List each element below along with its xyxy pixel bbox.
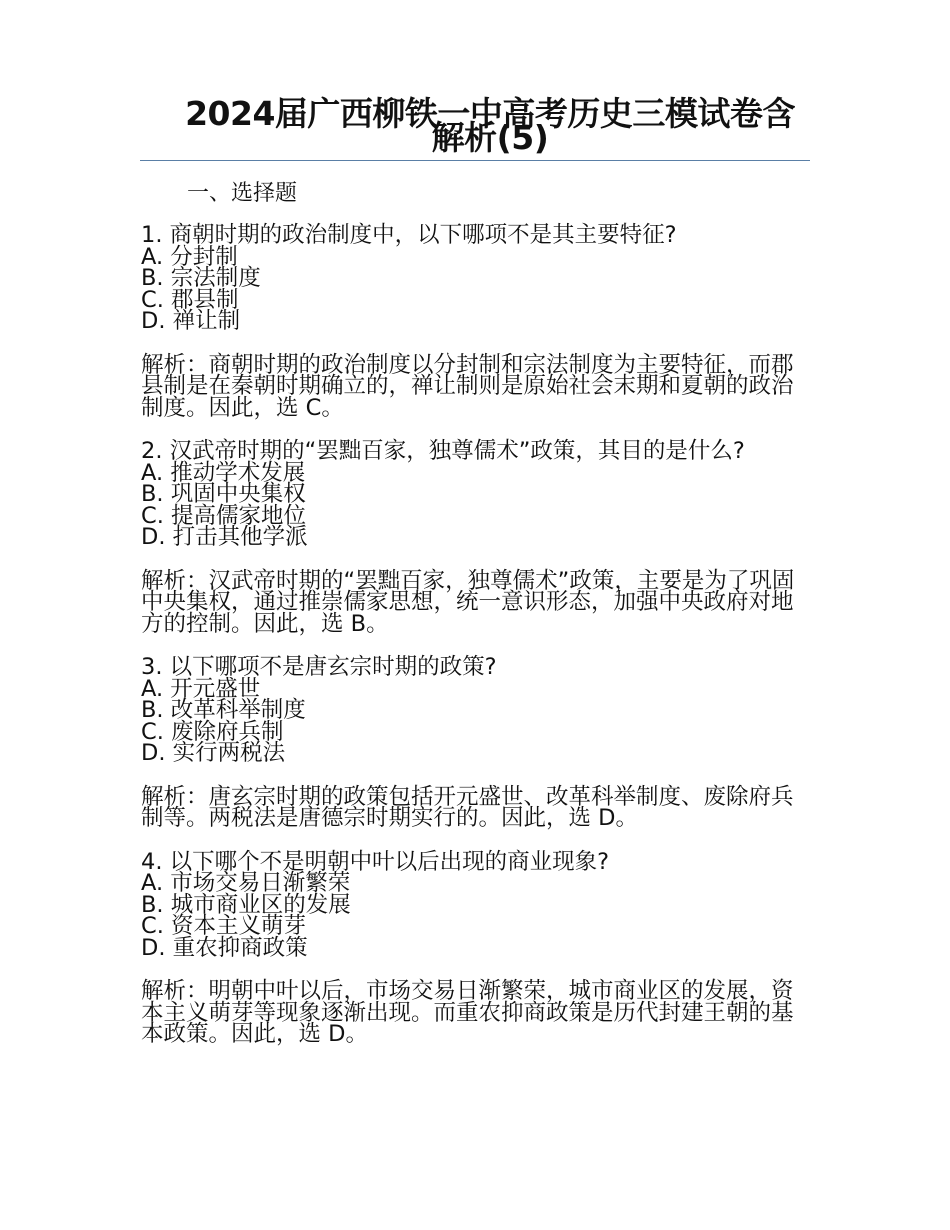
option-b: B. 改革科举制度 (141, 697, 306, 723)
option-a: A. 分封制 (141, 243, 238, 270)
option-a: A. 推动学术发展 (141, 459, 306, 486)
option-d: D. 实行两税法 (141, 740, 286, 766)
title-divider (140, 160, 810, 161)
question-4 (141, 848, 811, 1047)
question-1 (141, 222, 811, 421)
section-heading: 一、选择题 (187, 181, 298, 206)
analysis-text: 解析：商朝时期的政治制度以分封制和宗法制度为主要特征，而郡县制是在秦朝时期确立的，禅让制则是原始社会末期和夏朝的政治制度。因此，选 C。 (141, 351, 794, 421)
option-c: C. 郡县制 (141, 286, 239, 313)
analysis-text: 解析：汉武帝时期的“罢黜百家，独尊儒术”政策，主要是为了巩固中央集权，通过推崇儒家思想，统一意识形态，加强中央政府对地方的控制。因此，选 B。 (141, 567, 795, 637)
option-c: C. 废除府兵制 (141, 718, 284, 745)
analysis-text: 解析：明朝中叶以后，市场交易日渐繁荣，城市商业区的发展，资本主义萌芽等现象逐渐出现。而重农抑商政策是历代封建王朝的基本政策。因此，选 D。 (141, 978, 794, 1047)
option-b: B. 巩固中央集权 (141, 481, 306, 507)
question-stem: 3. 以下哪项不是唐玄宗时期的政策? (141, 654, 497, 680)
option-c: C. 资本主义萌芽 (141, 913, 307, 939)
option-d: D. 禅让制 (141, 308, 241, 334)
questions-list (141, 222, 811, 1068)
question-3 (141, 654, 811, 831)
option-d: D. 打击其他学派 (141, 524, 308, 550)
option-b: B. 宗法制度 (141, 265, 261, 291)
option-a: A. 市场交易日渐繁荣 (141, 870, 351, 896)
question-stem: 4. 以下哪个不是明朝中叶以后出现的商业现象? (141, 848, 610, 875)
question-stem: 1. 商朝时期的政治制度中，以下哪项不是其主要特征? (141, 222, 677, 248)
option-c: C. 提高儒家地位 (141, 502, 307, 529)
option-a: A. 开元盛世 (141, 675, 261, 702)
analysis-text: 解析：唐玄宗时期的政策包括开元盛世、改革科举制度、废除府兵制等。两税法是唐德宗时期实行的。因此，选 D。 (141, 783, 794, 831)
option-b: B. 城市商业区的发展 (141, 891, 351, 918)
question-2 (141, 438, 811, 637)
document-title: 2024届广西柳铁一中高考历史三模试卷含解析(5) (185, 94, 795, 157)
option-d: D. 重农抑商政策 (141, 934, 308, 961)
question-stem: 2. 汉武帝时期的“罢黜百家，独尊儒术”政策，其目的是什么? (141, 438, 745, 464)
